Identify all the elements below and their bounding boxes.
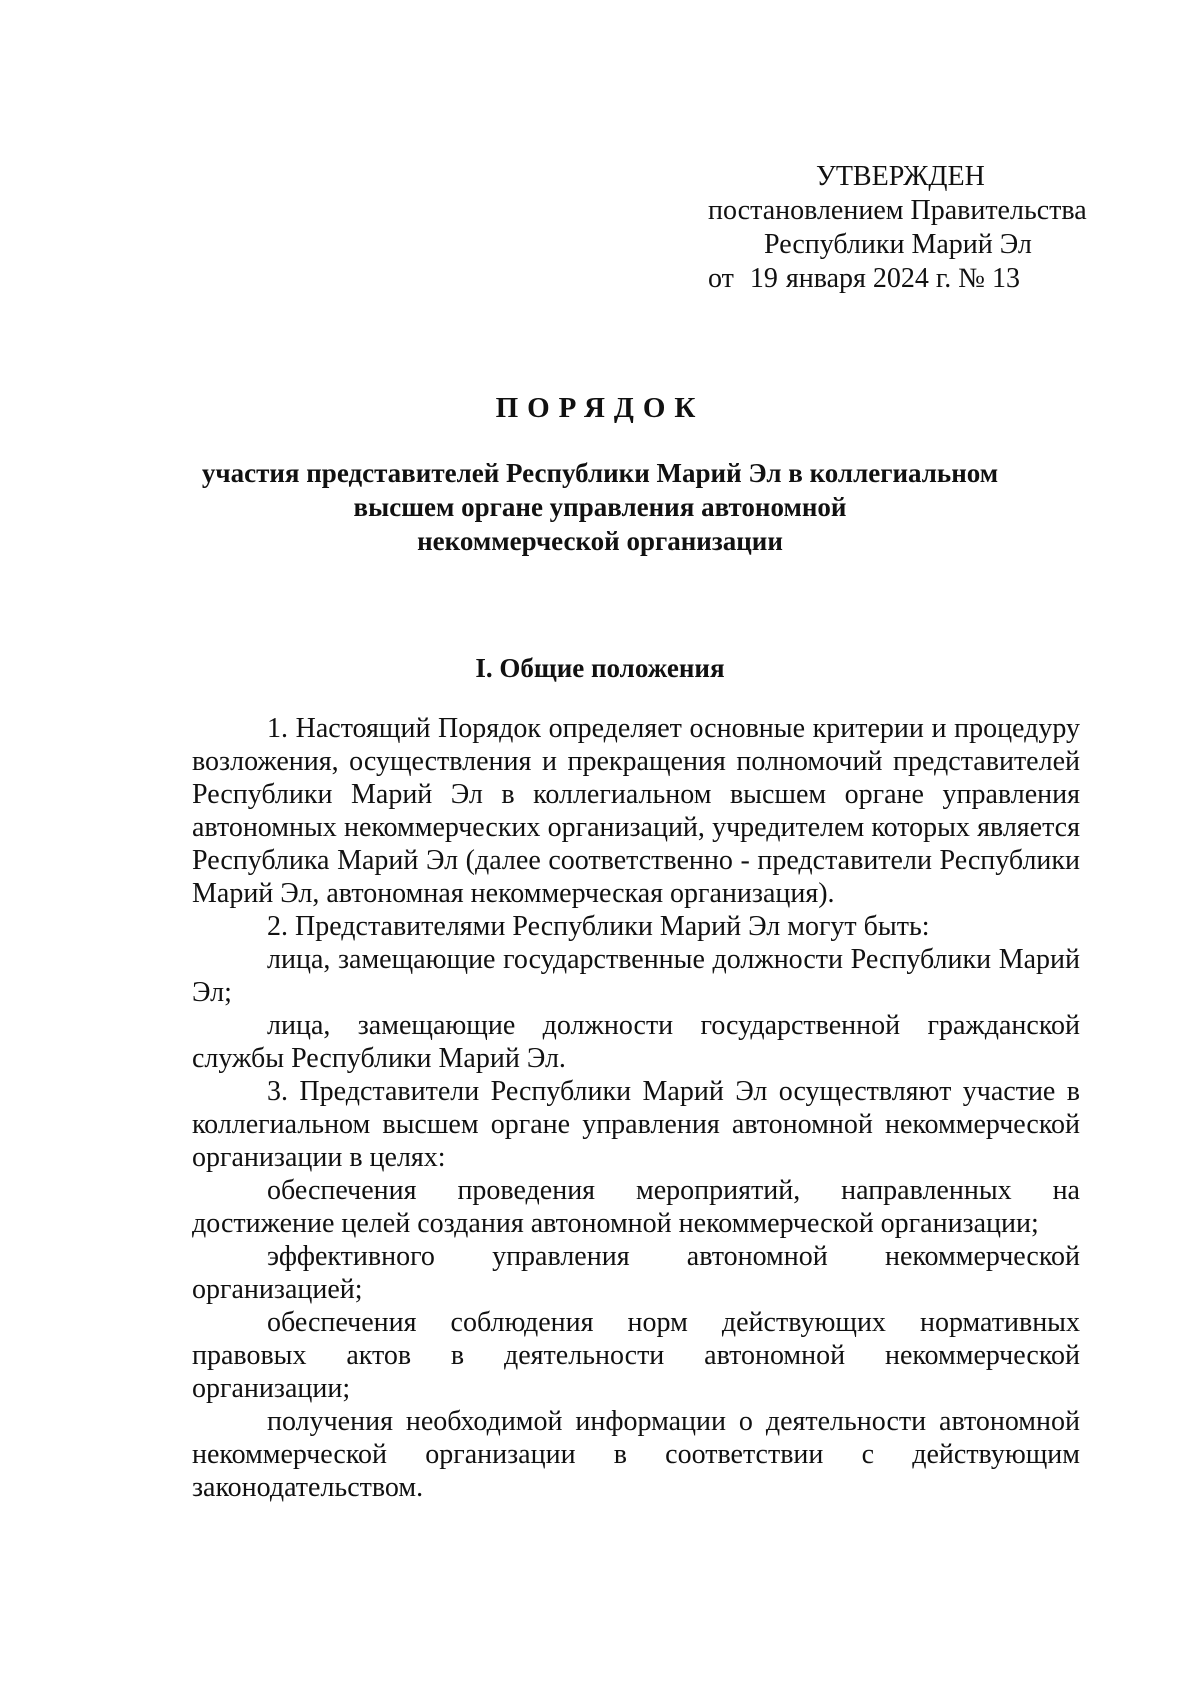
subtitle-line-2: высшем органе управления автономной	[353, 492, 847, 522]
document-subtitle	[200, 456, 1000, 558]
paragraph-3-item-1: обеспечения проведения мероприятий, направленных на достижение целей создания автономной некоммерческой организации;	[192, 1175, 1080, 1239]
approval-line-2: Республики Марий Эл	[764, 229, 1032, 260]
approval-line-1: постановлением Правительства	[708, 195, 1087, 226]
approval-date-day: 19	[749, 263, 778, 294]
approval-title: УТВЕРЖДЕН	[816, 161, 985, 192]
paragraph-2-item-1: лица, замещающие государственные должности Республики Марий Эл;	[192, 944, 1080, 1008]
paragraph-2-item-2: лица, замещающие должности государственной гражданской службы Республики Марий Эл.	[192, 1010, 1080, 1074]
paragraph-3: 3. Представители Республики Марий Эл осуществляют участие в коллегиальном высшем органе управления автономной некоммерческой организации в целях:	[192, 1076, 1080, 1173]
document-body	[192, 712, 1080, 1504]
paragraph-2: 2. Представителями Республики Марий Эл могут быть:	[267, 911, 930, 942]
subtitle-line-3: некоммерческой организации	[417, 526, 783, 556]
approval-date-line	[708, 262, 1128, 296]
paragraph-1: 1. Настоящий Порядок определяет основные критерии и процедуру возложения, осуществления и прекращения полномочий представителей Республики Марий Эл в коллегиальном высшем органе управления автономных некоммерческих организаций, учредителем которых является Республика Марий Эл (далее соответственно - представители Республики Марий Эл, автономная некоммерческая организация).	[192, 713, 1080, 909]
paragraph-3-item-2: эффективного управления автономной некоммерческой организацией;	[192, 1241, 1080, 1305]
paragraph-3-item-4: получения необходимой информации о деятельности автономной некоммерческой организации в соответствии с действующим законодательством.	[192, 1406, 1080, 1503]
document-title: ПОРЯДОК	[495, 392, 705, 424]
approval-stamp	[708, 160, 1128, 296]
approval-date-prefix: от	[708, 263, 734, 294]
subtitle-line-1: участия представителей Республики Марий Эл в коллегиальном	[201, 458, 999, 488]
approval-date-rest: января 2024 г. № 13	[785, 263, 1020, 294]
paragraph-3-item-3: обеспечения соблюдения норм действующих нормативных правовых актов в деятельности автономной некоммерческой организации;	[192, 1307, 1080, 1404]
section-heading: I. Общие положения	[475, 653, 725, 683]
